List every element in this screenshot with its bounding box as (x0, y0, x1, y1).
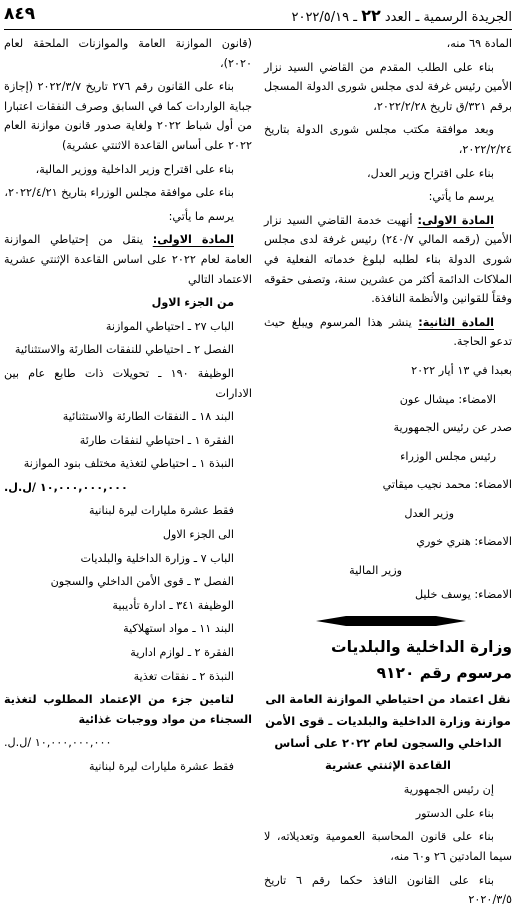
header-title (291, 6, 512, 25)
article-label: المادة الاولى: (152, 233, 234, 247)
ministry-title: وزارة الداخلية والبلديات (331, 638, 512, 657)
to-heading: الى الجزء الاول (162, 528, 234, 542)
paragraph: بناء على موافقة مجلس الوزراء بتاريخ ٢٠٢٢/٤/٢١، (4, 186, 234, 200)
page-number: ٨٤٩ (4, 4, 36, 24)
preamble-line: بناء على الدستور (415, 806, 494, 820)
article-2 (264, 313, 512, 352)
budget-line: الفصل ٣ ـ قوى الأمن الداخلي والسجون (50, 575, 234, 589)
budget-line: النبذة ١ ـ احتياطي لتغذية مختلف بنود الموازنة (23, 457, 234, 471)
header-rule (4, 29, 512, 30)
issue-date: ـ ٢٠٢٢/٥/١٩ (291, 10, 358, 25)
budget-line: الوظيفة ١٩٠ ـ تحويلات ذات طابع عام بين الادارات (4, 366, 252, 400)
paragraph: (قانون الموازنة العامة والموازنات الملحقة لعام ٢٠٢٠)، (4, 37, 252, 70)
page-header (4, 4, 512, 28)
article-text: أنهيت خدمة القاضي السيد نزار الأمين (رقمه المالي ٢٤٠/٧) رئيس غرفة لدى مجلس شورى الدولة بناء لطلبه لبلوغ خدماته الفعلية في الملاكات الدائمة أكثر من عشرين سنة، وتصفى حقوقه وفقاً للقوانين والأنظمة النافذة. (264, 213, 512, 306)
signature-place-date: بعبدا في ١٣ أيار ٢٠٢٢ (411, 363, 512, 377)
signature-line: رئيس مجلس الوزراء (400, 449, 496, 463)
signature-line: الامضاء: هنري خوري (416, 535, 512, 549)
preamble-line: إن رئيس الجمهورية (403, 783, 494, 797)
paragraph: بناء على الطلب المقدم من القاضي السيد نزار الأمين رئيس غرفة لدى مجلس شورى الدولة المسجل برقم ٣٢١/ق تاريخ ٢٠٢٢/٢/٢٨، (264, 60, 512, 113)
divider-ornament (316, 614, 466, 628)
decree-title: مرسوم رقم ٩١٢٠ (376, 664, 512, 683)
paragraph: بناء على القانون رقم ٢٧٦ تاريخ ٢٠٢٢/٣/٧ (إجازة جباية الواردات كما في السابق وصرف النفقات اعتبارا من أول شباط ٢٠٢٢ ولغاية صدور قانون موازنة العام ٢٠٢٢ على أساس القاعدة الاثنتي عشرية) (4, 80, 252, 152)
section-divider (264, 608, 512, 634)
preamble-line: بناء على القانون النافذ حكما رقم ٦ تاريخ ٢٠٢٠/٣/٥ (264, 873, 512, 907)
article-label: المادة الاولى: (417, 213, 494, 227)
decree-subject: نقل اعتماد من احتياطي الموازنة العامة الى موازنة وزارة الداخلية والبلديات ـ قوى الأمن الداخلي والسجون لعام ٢٠٢٢ على أساس القاعدة الإثنتي عشرية (265, 692, 511, 773)
article-1 (264, 211, 512, 309)
signature-line: وزير المالية (349, 564, 402, 578)
budget-line: البند ١٨ ـ النفقات الطارئة والاستثنائية (62, 410, 234, 424)
article-label: المادة الثانية: (418, 315, 494, 329)
preamble-line: بناء على قانون المحاسبة العمومية وتعديلاته، لا سيما المادتين ٢٦ و٦٠ منه، (264, 830, 512, 864)
from-heading: من الجزء الاول (151, 296, 234, 310)
amount: ١٠,٠٠٠,٠٠٠,٠٠٠ /ل.ل. (4, 736, 112, 750)
budget-line: الباب ٢٧ ـ احتياطي الموازنة (105, 319, 234, 333)
paragraph: بناء على اقتراح وزير الداخلية ووزير المالية، (35, 162, 234, 176)
paragraph: يرسم ما يأتي: (168, 209, 234, 223)
article-text: ينقل من إحتياطي الموازنة العامة لعام ٢٠٢٢ على اساس القاعدة الإثنتي عشرية الاعتماد التالي (4, 233, 252, 286)
amount-words: فقط عشرة مليارات ليرة لبنانية (89, 504, 234, 518)
budget-line: البند ١١ ـ مواد استهلاكية (123, 622, 234, 636)
budget-line: الوظيفة ٣٤١ ـ ادارة تأديبية (112, 598, 234, 612)
budget-line: الفصل ٢ ـ احتياطي للنفقات الطارئة والاستثنائية (14, 343, 234, 357)
paragraph: يرسم ما يأتي: (428, 190, 494, 204)
paragraph: المادة ٦٩ منه، (446, 37, 512, 50)
left-column (4, 34, 252, 781)
article-1 (4, 230, 252, 289)
signature-line: الامضاء: محمد نجيب ميقاتي (382, 478, 512, 492)
amount-words: فقط عشرة مليارات ليرة لبنانية (89, 760, 234, 773)
paragraph: وبعد موافقة مكتب مجلس شورى الدولة بتاريخ ٢٠٢٢/٢/٢٤، (264, 123, 512, 156)
paragraph: بناء على اقتراح وزير العدل، (366, 166, 494, 180)
signature-line: صدر عن رئيس الجمهورية (393, 421, 512, 435)
amount: ١٠,٠٠٠,٠٠٠,٠٠٠ /ل.ل. (4, 480, 128, 494)
right-column (264, 34, 512, 914)
budget-line: النبذة ٢ ـ نفقات تغذية (133, 669, 234, 683)
issue-number: ٢٢ (361, 6, 381, 25)
purpose: لتامين جزء من الإعتماد المطلوب لتغذية السجناء من مواد ووجبات غذائية (4, 693, 252, 726)
article-text: ينشر هذا المرسوم ويبلغ حيث تدعو الحاجة. (264, 315, 512, 349)
gazette-name: الجريدة الرسمية ـ العدد (384, 10, 512, 25)
signature-line: وزير العدل (404, 506, 454, 520)
signature-line: الامضاء: ميشال عون (399, 392, 496, 406)
budget-line: الفقرة ١ ـ احتياطي لنفقات طارئة (79, 433, 234, 447)
signature-line: الامضاء: يوسف خليل (414, 587, 512, 601)
budget-line: الباب ٧ ـ وزارة الداخلية والبلديات (80, 551, 234, 565)
budget-line: الفقرة ٢ ـ لوازم ادارية (130, 646, 234, 660)
